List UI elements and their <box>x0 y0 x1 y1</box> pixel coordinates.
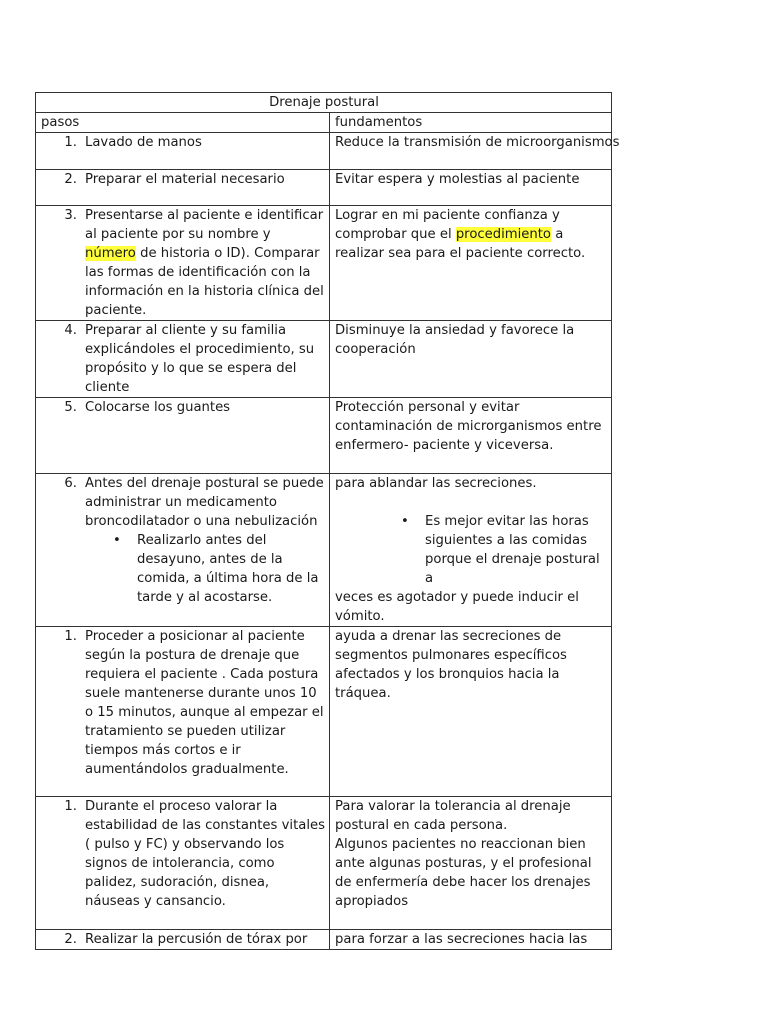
step-text: Realizar la percusión de tórax por <box>85 932 308 947</box>
step-text: Lavado de manos <box>85 135 202 150</box>
rationale-cell <box>330 170 612 206</box>
rationale-cell <box>330 930 612 950</box>
table-title: Drenaje postural <box>36 93 612 113</box>
step-cell <box>36 206 330 321</box>
rationale-cell <box>330 133 620 170</box>
step-text: Presentarse al paciente e identificar al paciente por su nombre y número de historia o ID). Comparar las formas de identificación con la información en la historia clínica del paciente. <box>85 208 324 318</box>
rationale-text: Para valorar la tolerancia al drenaje postural en cada persona. <box>335 799 571 833</box>
procedure-table <box>35 92 620 950</box>
rationale-text: Reduce la transmisión de microorganismos <box>335 135 620 150</box>
step-cell <box>36 474 330 627</box>
rationale-text: para ablandar las secreciones. <box>335 476 537 491</box>
step-number: 1. <box>64 135 77 150</box>
step-number: 5. <box>64 400 77 415</box>
table-row <box>36 170 612 206</box>
step-cell <box>36 170 330 206</box>
step-text: Preparar al cliente y su familia explicándoles el procedimiento, su propósito y lo que se espera del cliente <box>85 323 315 395</box>
step-bullet-list <box>41 531 325 607</box>
table-row <box>36 930 612 950</box>
rationale-cell <box>330 398 612 474</box>
rationale-cell <box>330 627 612 797</box>
rationale-text: Lograr en mi paciente confianza y comprobar que el procedimiento a realizar sea para el paciente correcto. <box>335 208 586 261</box>
step-text: Preparar el material necesario <box>85 172 285 187</box>
step-cell <box>36 797 330 930</box>
rationale-bullet-list <box>335 512 607 588</box>
table-row <box>36 398 612 474</box>
list-item: • Realizarlo antes del desayuno, antes de la comida, a última hora de la tarde y al acostarse. <box>137 531 325 607</box>
highlighted-word: procedimiento <box>455 227 552 242</box>
list-item: • Es mejor evitar las horas siguientes a las comidas porque el drenaje postural a <box>425 512 607 588</box>
step-number: 6. <box>64 476 77 491</box>
step-text: Proceder a posicionar al paciente según la postura de drenaje que requiera el paciente . Cada postura suele mantenerse durante unos 10 o 15 minutos, aunque al empezar el tratamiento se pueden utilizar tiempos más cortos e ir aumentándolos gradualmente. <box>85 629 324 777</box>
step-cell <box>36 627 330 797</box>
title-row <box>36 93 612 113</box>
step-text: Colocarse los guantes <box>85 400 231 415</box>
rationale-text: Evitar espera y molestias al paciente <box>335 172 580 187</box>
rationale-cell <box>330 474 612 627</box>
step-number: 2. <box>64 932 77 947</box>
rationale-cell <box>330 206 612 321</box>
step-text: Durante el proceso valorar la estabilidad de las constantes vitales ( pulso y FC) y observando los signos de intolerancia, como palidez, sudoración, disnea, náuseas y cansancio. <box>85 799 325 909</box>
step-number: 4. <box>64 323 77 338</box>
step-cell <box>36 398 330 474</box>
header-pasos: pasos <box>36 113 330 133</box>
table-row <box>36 474 612 627</box>
rationale-text: para forzar a las secreciones hacia las <box>335 932 588 947</box>
rationale-cell <box>330 321 612 398</box>
rationale-text: Protección personal y evitar contaminación de microrganismos entre enfermero- paciente y viceversa. <box>335 400 602 453</box>
table-row <box>36 627 612 797</box>
step-cell <box>36 930 330 950</box>
step-number: 2. <box>64 172 77 187</box>
rationale-text: Disminuye la ansiedad y favorece la cooperación <box>335 323 575 357</box>
step-number: 3. <box>64 208 77 223</box>
table-row <box>36 206 612 321</box>
header-fundamentos: fundamentos <box>330 113 612 133</box>
highlighted-word: número <box>85 246 136 261</box>
step-number: 1. <box>64 629 77 644</box>
rationale-text-2: Algunos pacientes no reaccionan bien ante algunas posturas, y el profesional de enfermería debe hacer los drenajes apropiados <box>335 837 592 909</box>
table-row <box>36 321 612 398</box>
step-text: Antes del drenaje postural se puede administrar un medicamento broncodilatador o una nebulización <box>85 476 324 529</box>
step-number: 1. <box>64 799 77 814</box>
table-row <box>36 133 612 170</box>
step-cell <box>36 133 330 170</box>
rationale-text: ayuda a drenar las secreciones de segmentos pulmonares específicos afectados y los bronquios hacia la tráquea. <box>335 629 567 701</box>
header-row <box>36 113 612 133</box>
step-cell <box>36 321 330 398</box>
table-row <box>36 797 612 930</box>
rationale-tail-text: veces es agotador y puede inducir el vómito. <box>335 590 579 624</box>
rationale-cell <box>330 797 612 930</box>
